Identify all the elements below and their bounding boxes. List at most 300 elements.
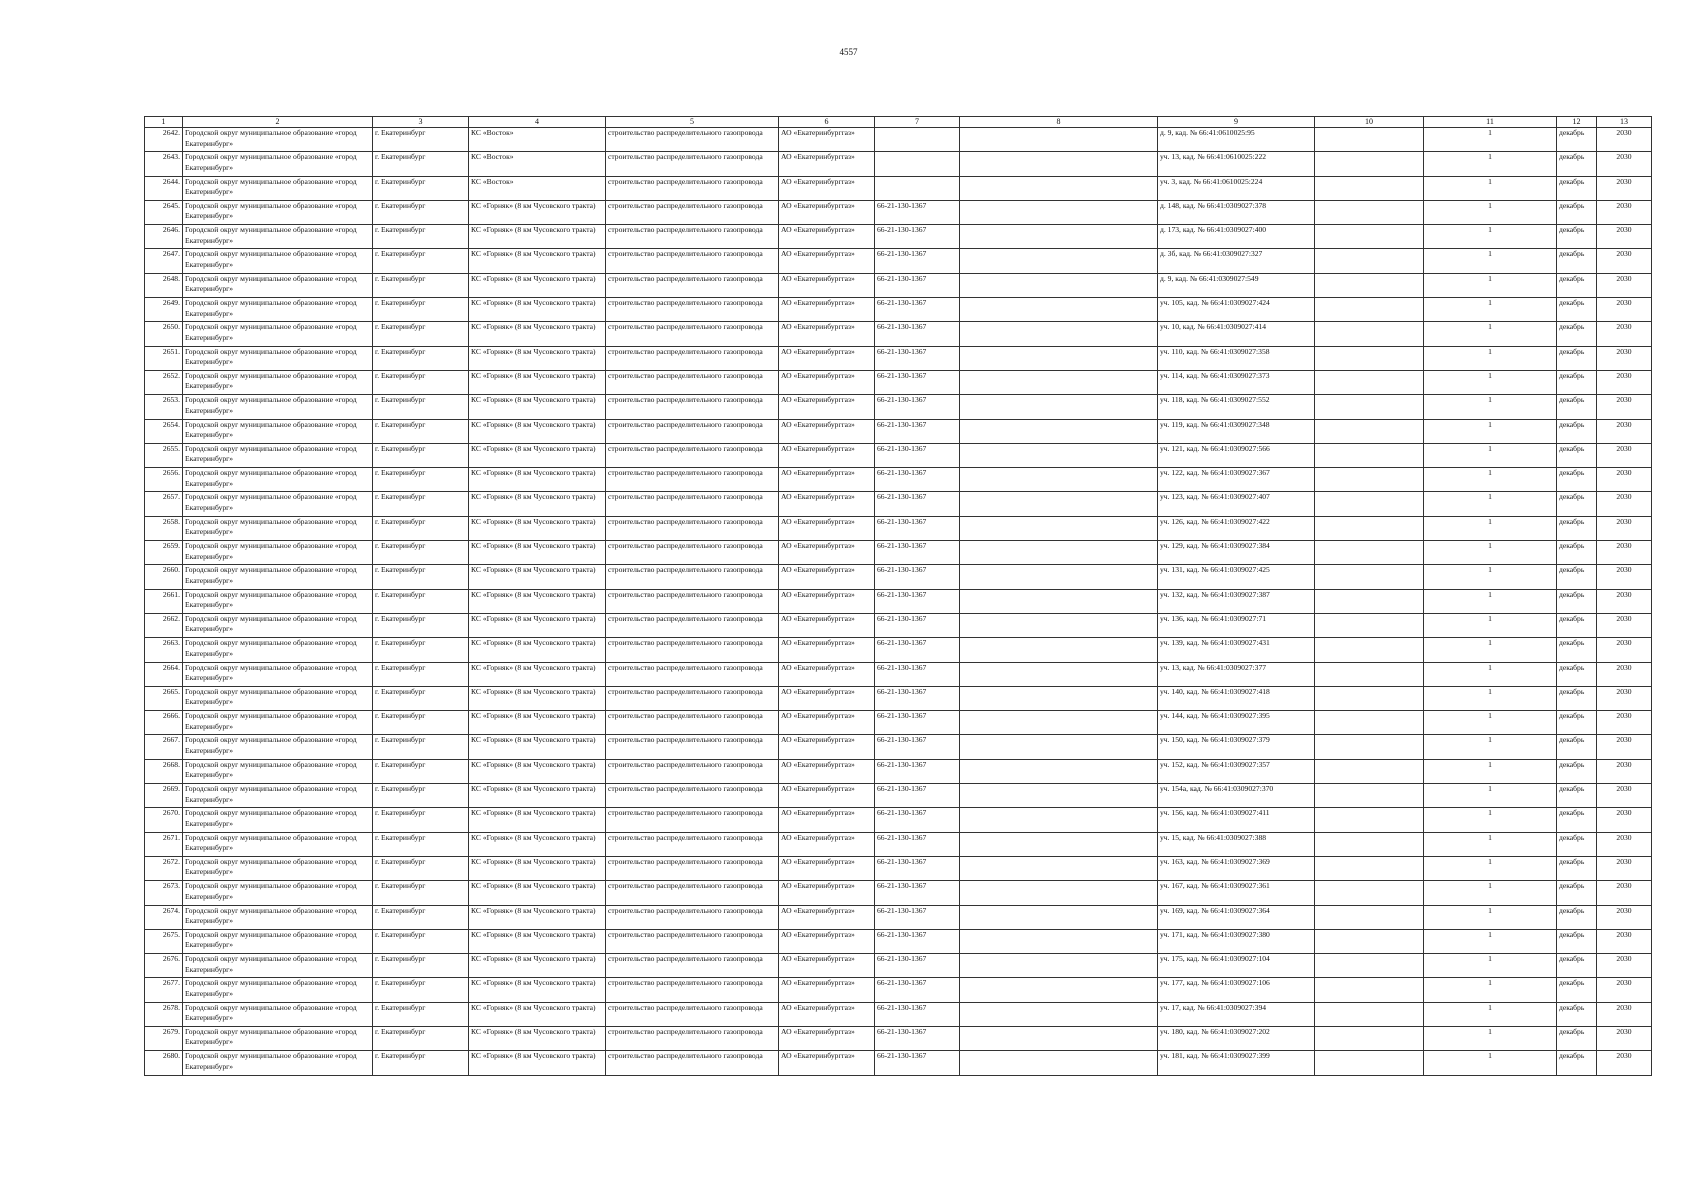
cell-quantity: 1 (1424, 443, 1557, 467)
cell-row-number: 2652. (145, 370, 183, 394)
cell-work-type: строительство распределительного газопровода (606, 832, 779, 856)
cell-empty-col (1315, 565, 1424, 589)
cell-quantity: 1 (1424, 468, 1557, 492)
cell-month: декабрь (1557, 128, 1597, 152)
table-row (145, 613, 1652, 637)
cell-empty-col (1315, 346, 1424, 370)
cell-locality: г. Екатеринбург (373, 152, 469, 176)
cell-year: 2030 (1597, 395, 1652, 419)
cell-work-type: строительство распределительного газопровода (606, 662, 779, 686)
cell-organization: АО «Екатеринбурггаз» (779, 395, 875, 419)
cell-work-type: строительство распределительного газопровода (606, 370, 779, 394)
table-body (145, 128, 1652, 1076)
cell-empty-col (1315, 322, 1424, 346)
cell-address: уч. 17, кад. № 66:41:0309027:394 (1158, 1002, 1315, 1026)
cell-organization: АО «Екатеринбурггаз» (779, 954, 875, 978)
cell-work-type: строительство распределительного газопровода (606, 1026, 779, 1050)
cell-row-number: 2678. (145, 1002, 183, 1026)
cell-empty-col (1315, 589, 1424, 613)
cell-year: 2030 (1597, 273, 1652, 297)
cell-month: декабрь (1557, 370, 1597, 394)
cell-address: уч. 131, кад. № 66:41:0309027:425 (1158, 565, 1315, 589)
cell-municipality: Городской округ муниципальное образование «город Екатеринбург» (183, 565, 373, 589)
cell-settlement: КС «Горняк» (8 км Чусовского тракта) (469, 443, 606, 467)
table-row (145, 249, 1652, 273)
cell-locality: г. Екатеринбург (373, 1051, 469, 1075)
cell-empty-col (960, 249, 1158, 273)
cell-year: 2030 (1597, 638, 1652, 662)
cell-work-type: строительство распределительного газопровода (606, 176, 779, 200)
cell-address: уч. 181, кад. № 66:41:0309027:399 (1158, 1051, 1315, 1075)
cell-year: 2030 (1597, 589, 1652, 613)
cell-municipality: Городской округ муниципальное образование «город Екатеринбург» (183, 322, 373, 346)
cell-empty-col (960, 346, 1158, 370)
cell-address: уч. 167, кад. № 66:41:0309027:361 (1158, 881, 1315, 905)
cell-locality: г. Екатеринбург (373, 759, 469, 783)
table-row (145, 735, 1652, 759)
cell-quantity: 1 (1424, 322, 1557, 346)
cell-settlement: КС «Горняк» (8 км Чусовского тракта) (469, 589, 606, 613)
column-header-13: 13 (1597, 117, 1652, 128)
cell-quantity: 1 (1424, 832, 1557, 856)
cell-license-code: 66-21-130-1367 (875, 711, 960, 735)
cell-empty-col (1315, 832, 1424, 856)
cell-quantity: 1 (1424, 152, 1557, 176)
cell-empty-col (960, 978, 1158, 1002)
cell-row-number: 2669. (145, 784, 183, 808)
cell-month: декабрь (1557, 541, 1597, 565)
cell-empty-col (1315, 370, 1424, 394)
cell-year: 2030 (1597, 516, 1652, 540)
cell-address: уч. 163, кад. № 66:41:0309027:369 (1158, 856, 1315, 880)
cell-locality: г. Екатеринбург (373, 613, 469, 637)
cell-quantity: 1 (1424, 613, 1557, 637)
cell-empty-col (1315, 954, 1424, 978)
cell-settlement: КС «Горняк» (8 км Чусовского тракта) (469, 735, 606, 759)
cell-quantity: 1 (1424, 541, 1557, 565)
cell-municipality: Городской округ муниципальное образование «город Екатеринбург» (183, 759, 373, 783)
cell-row-number: 2647. (145, 249, 183, 273)
cell-address: уч. 121, кад. № 66:41:0309027:566 (1158, 443, 1315, 467)
cell-organization: АО «Екатеринбурггаз» (779, 638, 875, 662)
cell-locality: г. Екатеринбург (373, 686, 469, 710)
cell-work-type: строительство распределительного газопровода (606, 249, 779, 273)
cell-license-code: 66-21-130-1367 (875, 589, 960, 613)
cell-row-number: 2680. (145, 1051, 183, 1075)
cell-empty-col (1315, 808, 1424, 832)
cell-locality: г. Екатеринбург (373, 565, 469, 589)
cell-license-code: 66-21-130-1367 (875, 468, 960, 492)
cell-empty-col (960, 662, 1158, 686)
cell-municipality: Городской округ муниципальное образование «город Екатеринбург» (183, 152, 373, 176)
cell-month: декабрь (1557, 395, 1597, 419)
cell-year: 2030 (1597, 711, 1652, 735)
cell-row-number: 2661. (145, 589, 183, 613)
cell-organization: АО «Екатеринбурггаз» (779, 1026, 875, 1050)
cell-empty-col (960, 273, 1158, 297)
cell-license-code: 66-21-130-1367 (875, 929, 960, 953)
cell-quantity: 1 (1424, 711, 1557, 735)
cell-organization: АО «Екатеринбурггаз» (779, 929, 875, 953)
cell-quantity: 1 (1424, 1026, 1557, 1050)
cell-month: декабрь (1557, 735, 1597, 759)
cell-settlement: КС «Горняк» (8 км Чусовского тракта) (469, 298, 606, 322)
cell-work-type: строительство распределительного газопровода (606, 954, 779, 978)
cell-municipality: Городской округ муниципальное образование «город Екатеринбург» (183, 443, 373, 467)
cell-empty-col (1315, 225, 1424, 249)
cell-organization: АО «Екатеринбурггаз» (779, 298, 875, 322)
cell-empty-col (1315, 200, 1424, 224)
cell-month: декабрь (1557, 225, 1597, 249)
cell-locality: г. Екатеринбург (373, 929, 469, 953)
cell-empty-col (1315, 735, 1424, 759)
cell-locality: г. Екатеринбург (373, 832, 469, 856)
cell-month: декабрь (1557, 322, 1597, 346)
table-row (145, 856, 1652, 880)
cell-organization: АО «Екатеринбурггаз» (779, 735, 875, 759)
cell-address: уч. 13, кад. № 66:41:0610025:222 (1158, 152, 1315, 176)
cell-year: 2030 (1597, 128, 1652, 152)
cell-row-number: 2673. (145, 881, 183, 905)
cell-organization: АО «Екатеринбурггаз» (779, 881, 875, 905)
cell-work-type: строительство распределительного газопровода (606, 200, 779, 224)
cell-work-type: строительство распределительного газопровода (606, 905, 779, 929)
cell-address: уч. 177, кад. № 66:41:0309027:106 (1158, 978, 1315, 1002)
cell-municipality: Городской округ муниципальное образование «город Екатеринбург» (183, 225, 373, 249)
cell-locality: г. Екатеринбург (373, 200, 469, 224)
cell-quantity: 1 (1424, 686, 1557, 710)
cell-municipality: Городской округ муниципальное образование «город Екатеринбург» (183, 419, 373, 443)
table-row (145, 638, 1652, 662)
cell-year: 2030 (1597, 954, 1652, 978)
cell-quantity: 1 (1424, 1002, 1557, 1026)
cell-quantity: 1 (1424, 225, 1557, 249)
cell-address: д. 9, кад. № 66:41:0610025:95 (1158, 128, 1315, 152)
cell-quantity: 1 (1424, 249, 1557, 273)
cell-empty-col (1315, 176, 1424, 200)
cell-work-type: строительство распределительного газопровода (606, 856, 779, 880)
cell-license-code: 66-21-130-1367 (875, 1026, 960, 1050)
cell-locality: г. Екатеринбург (373, 468, 469, 492)
cell-municipality: Городской округ муниципальное образование «город Екатеринбург» (183, 856, 373, 880)
cell-settlement: КС «Горняк» (8 км Чусовского тракта) (469, 905, 606, 929)
cell-quantity: 1 (1424, 905, 1557, 929)
cell-locality: г. Екатеринбург (373, 128, 469, 152)
cell-organization: АО «Екатеринбурггаз» (779, 978, 875, 1002)
cell-year: 2030 (1597, 419, 1652, 443)
cell-month: декабрь (1557, 346, 1597, 370)
cell-month: декабрь (1557, 298, 1597, 322)
cell-empty-col (1315, 1002, 1424, 1026)
cell-municipality: Городской округ муниципальное образование «город Екатеринбург» (183, 298, 373, 322)
cell-year: 2030 (1597, 346, 1652, 370)
cell-empty-col (1315, 395, 1424, 419)
cell-locality: г. Екатеринбург (373, 176, 469, 200)
cell-municipality: Городской округ муниципальное образование «город Екатеринбург» (183, 881, 373, 905)
cell-row-number: 2648. (145, 273, 183, 297)
cell-empty-col (960, 1051, 1158, 1075)
cell-license-code: 66-21-130-1367 (875, 516, 960, 540)
cell-settlement: КС «Горняк» (8 км Чусовского тракта) (469, 686, 606, 710)
cell-address: уч. 118, кад. № 66:41:0309027:552 (1158, 395, 1315, 419)
cell-month: декабрь (1557, 176, 1597, 200)
cell-settlement: КС «Горняк» (8 км Чусовского тракта) (469, 225, 606, 249)
cell-month: декабрь (1557, 1051, 1597, 1075)
cell-locality: г. Екатеринбург (373, 1002, 469, 1026)
cell-month: декабрь (1557, 832, 1597, 856)
cell-municipality: Городской округ муниципальное образование «город Екатеринбург» (183, 784, 373, 808)
cell-empty-col (960, 541, 1158, 565)
cell-year: 2030 (1597, 322, 1652, 346)
cell-license-code: 66-21-130-1367 (875, 686, 960, 710)
cell-settlement: КС «Восток» (469, 152, 606, 176)
cell-row-number: 2654. (145, 419, 183, 443)
cell-organization: АО «Екатеринбурггаз» (779, 249, 875, 273)
cell-quantity: 1 (1424, 419, 1557, 443)
column-header-7: 7 (875, 117, 960, 128)
cell-year: 2030 (1597, 200, 1652, 224)
cell-empty-col (1315, 298, 1424, 322)
cell-license-code: 66-21-130-1367 (875, 298, 960, 322)
cell-empty-col (1315, 881, 1424, 905)
cell-quantity: 1 (1424, 856, 1557, 880)
cell-quantity: 1 (1424, 638, 1557, 662)
cell-row-number: 2649. (145, 298, 183, 322)
cell-empty-col (1315, 613, 1424, 637)
cell-locality: г. Екатеринбург (373, 905, 469, 929)
cell-organization: АО «Екатеринбурггаз» (779, 128, 875, 152)
cell-row-number: 2644. (145, 176, 183, 200)
cell-empty-col (960, 492, 1158, 516)
cell-work-type: строительство распределительного газопровода (606, 759, 779, 783)
cell-address: уч. 175, кад. № 66:41:0309027:104 (1158, 954, 1315, 978)
cell-work-type: строительство распределительного газопровода (606, 929, 779, 953)
cell-work-type: строительство распределительного газопровода (606, 468, 779, 492)
cell-empty-col (960, 832, 1158, 856)
cell-month: декабрь (1557, 1002, 1597, 1026)
cell-work-type: строительство распределительного газопровода (606, 808, 779, 832)
cell-license-code: 66-21-130-1367 (875, 856, 960, 880)
cell-year: 2030 (1597, 735, 1652, 759)
cell-municipality: Городской округ муниципальное образование «город Екатеринбург» (183, 200, 373, 224)
cell-work-type: строительство распределительного газопровода (606, 541, 779, 565)
cell-settlement: КС «Горняк» (8 км Чусовского тракта) (469, 759, 606, 783)
cell-year: 2030 (1597, 856, 1652, 880)
cell-license-code: 66-21-130-1367 (875, 322, 960, 346)
cell-settlement: КС «Горняк» (8 км Чусовского тракта) (469, 200, 606, 224)
cell-year: 2030 (1597, 759, 1652, 783)
table-row (145, 1002, 1652, 1026)
cell-quantity: 1 (1424, 565, 1557, 589)
cell-license-code: 66-21-130-1367 (875, 954, 960, 978)
cell-quantity: 1 (1424, 516, 1557, 540)
cell-quantity: 1 (1424, 978, 1557, 1002)
cell-empty-col (960, 152, 1158, 176)
cell-license-code: 66-21-130-1367 (875, 273, 960, 297)
cell-municipality: Городской округ муниципальное образование «город Екатеринбург» (183, 395, 373, 419)
cell-month: декабрь (1557, 978, 1597, 1002)
column-header-2: 2 (183, 117, 373, 128)
cell-license-code: 66-21-130-1367 (875, 662, 960, 686)
cell-municipality: Городской округ муниципальное образование «город Екатеринбург» (183, 1026, 373, 1050)
cell-row-number: 2664. (145, 662, 183, 686)
cell-year: 2030 (1597, 929, 1652, 953)
cell-address: уч. 156, кад. № 66:41:0309027:411 (1158, 808, 1315, 832)
cell-row-number: 2671. (145, 832, 183, 856)
cell-empty-col (1315, 541, 1424, 565)
cell-organization: АО «Екатеринбурггаз» (779, 370, 875, 394)
cell-license-code: 66-21-130-1367 (875, 492, 960, 516)
cell-municipality: Городской округ муниципальное образование «город Екатеринбург» (183, 176, 373, 200)
table-row (145, 808, 1652, 832)
table-row (145, 128, 1652, 152)
cell-row-number: 2676. (145, 954, 183, 978)
cell-empty-col (1315, 638, 1424, 662)
cell-quantity: 1 (1424, 298, 1557, 322)
cell-organization: АО «Екатеринбурггаз» (779, 565, 875, 589)
cell-municipality: Городской округ муниципальное образование «город Екатеринбург» (183, 954, 373, 978)
cell-settlement: КС «Горняк» (8 км Чусовского тракта) (469, 929, 606, 953)
table-row (145, 929, 1652, 953)
cell-locality: г. Екатеринбург (373, 395, 469, 419)
column-header-11: 11 (1424, 117, 1557, 128)
cell-settlement: КС «Горняк» (8 км Чусовского тракта) (469, 711, 606, 735)
cell-organization: АО «Екатеринбурггаз» (779, 589, 875, 613)
cell-year: 2030 (1597, 1026, 1652, 1050)
cell-license-code: 66-21-130-1367 (875, 565, 960, 589)
cell-empty-col (960, 784, 1158, 808)
cell-empty-col (960, 1026, 1158, 1050)
cell-work-type: строительство распределительного газопровода (606, 395, 779, 419)
cell-row-number: 2651. (145, 346, 183, 370)
table-row (145, 954, 1652, 978)
cell-settlement: КС «Горняк» (8 км Чусовского тракта) (469, 249, 606, 273)
cell-empty-col (1315, 419, 1424, 443)
cell-year: 2030 (1597, 492, 1652, 516)
cell-quantity: 1 (1424, 929, 1557, 953)
cell-municipality: Городской округ муниципальное образование «город Екатеринбург» (183, 711, 373, 735)
cell-empty-col (1315, 759, 1424, 783)
cell-empty-col (1315, 273, 1424, 297)
cell-empty-col (1315, 711, 1424, 735)
cell-settlement: КС «Горняк» (8 км Чусовского тракта) (469, 978, 606, 1002)
page-number: 4557 (839, 47, 858, 57)
cell-address: уч. 114, кад. № 66:41:0309027:373 (1158, 370, 1315, 394)
cell-year: 2030 (1597, 881, 1652, 905)
table-row (145, 759, 1652, 783)
cell-address: уч. 119, кад. № 66:41:0309027:348 (1158, 419, 1315, 443)
cell-year: 2030 (1597, 1051, 1652, 1075)
cell-license-code: 66-21-130-1367 (875, 395, 960, 419)
cell-row-number: 2643. (145, 152, 183, 176)
cell-settlement: КС «Восток» (469, 128, 606, 152)
cell-address: уч. 15, кад. № 66:41:0309027:388 (1158, 832, 1315, 856)
cell-locality: г. Екатеринбург (373, 808, 469, 832)
cell-locality: г. Екатеринбург (373, 856, 469, 880)
cell-quantity: 1 (1424, 759, 1557, 783)
cell-address: уч. 10, кад. № 66:41:0309027:414 (1158, 322, 1315, 346)
cell-license-code: 66-21-130-1367 (875, 735, 960, 759)
table-row (145, 492, 1652, 516)
cell-license-code: 66-21-130-1367 (875, 978, 960, 1002)
table-row (145, 565, 1652, 589)
cell-empty-col (960, 881, 1158, 905)
table-row (145, 686, 1652, 710)
table-row (145, 711, 1652, 735)
cell-settlement: КС «Горняк» (8 км Чусовского тракта) (469, 565, 606, 589)
cell-organization: АО «Екатеринбурггаз» (779, 516, 875, 540)
cell-empty-col (1315, 856, 1424, 880)
cell-settlement: КС «Горняк» (8 км Чусовского тракта) (469, 516, 606, 540)
cell-month: декабрь (1557, 856, 1597, 880)
cell-organization: АО «Екатеринбурггаз» (779, 686, 875, 710)
cell-work-type: строительство распределительного газопровода (606, 589, 779, 613)
cell-municipality: Городской округ муниципальное образование «город Екатеринбург» (183, 346, 373, 370)
cell-month: декабрь (1557, 273, 1597, 297)
cell-work-type: строительство распределительного газопровода (606, 613, 779, 637)
cell-license-code: 66-21-130-1367 (875, 784, 960, 808)
cell-month: декабрь (1557, 589, 1597, 613)
column-header-10: 10 (1315, 117, 1424, 128)
cell-license-code: 66-21-130-1367 (875, 1051, 960, 1075)
cell-row-number: 2665. (145, 686, 183, 710)
table-row (145, 978, 1652, 1002)
cell-locality: г. Екатеринбург (373, 516, 469, 540)
cell-empty-col (960, 589, 1158, 613)
cell-address: д. 148, кад. № 66:41:0309027:378 (1158, 200, 1315, 224)
cell-empty-col (1315, 443, 1424, 467)
cell-organization: АО «Екатеринбурггаз» (779, 322, 875, 346)
cell-row-number: 2650. (145, 322, 183, 346)
cell-license-code: 66-21-130-1367 (875, 808, 960, 832)
cell-empty-col (960, 735, 1158, 759)
cell-month: декабрь (1557, 152, 1597, 176)
table-row (145, 905, 1652, 929)
table-row (145, 1026, 1652, 1050)
cell-municipality: Городской округ муниципальное образование «город Екатеринбург» (183, 905, 373, 929)
cell-settlement: КС «Горняк» (8 км Чусовского тракта) (469, 273, 606, 297)
cell-empty-col (1315, 662, 1424, 686)
cell-quantity: 1 (1424, 881, 1557, 905)
cell-locality: г. Екатеринбург (373, 589, 469, 613)
cell-license-code: 66-21-130-1367 (875, 1002, 960, 1026)
cell-month: декабрь (1557, 881, 1597, 905)
cell-row-number: 2675. (145, 929, 183, 953)
cell-license-code: 66-21-130-1367 (875, 832, 960, 856)
cell-year: 2030 (1597, 249, 1652, 273)
cell-organization: АО «Екатеринбурггаз» (779, 541, 875, 565)
cell-month: декабрь (1557, 711, 1597, 735)
table-row (145, 152, 1652, 176)
cell-row-number: 2642. (145, 128, 183, 152)
cell-work-type: строительство распределительного газопровода (606, 152, 779, 176)
cell-municipality: Городской округ муниципальное образование «город Екатеринбург» (183, 128, 373, 152)
cell-empty-col (960, 395, 1158, 419)
cell-work-type: строительство распределительного газопровода (606, 225, 779, 249)
table-row (145, 784, 1652, 808)
cell-row-number: 2677. (145, 978, 183, 1002)
cell-empty-col (960, 759, 1158, 783)
cell-year: 2030 (1597, 298, 1652, 322)
cell-empty-col (960, 419, 1158, 443)
cell-empty-col (1315, 249, 1424, 273)
cell-settlement: КС «Восток» (469, 176, 606, 200)
table-row (145, 346, 1652, 370)
cell-month: декабрь (1557, 492, 1597, 516)
cell-municipality: Городской округ муниципальное образование «город Екатеринбург» (183, 541, 373, 565)
cell-municipality: Городской округ муниципальное образование «город Екатеринбург» (183, 638, 373, 662)
cell-locality: г. Екатеринбург (373, 298, 469, 322)
